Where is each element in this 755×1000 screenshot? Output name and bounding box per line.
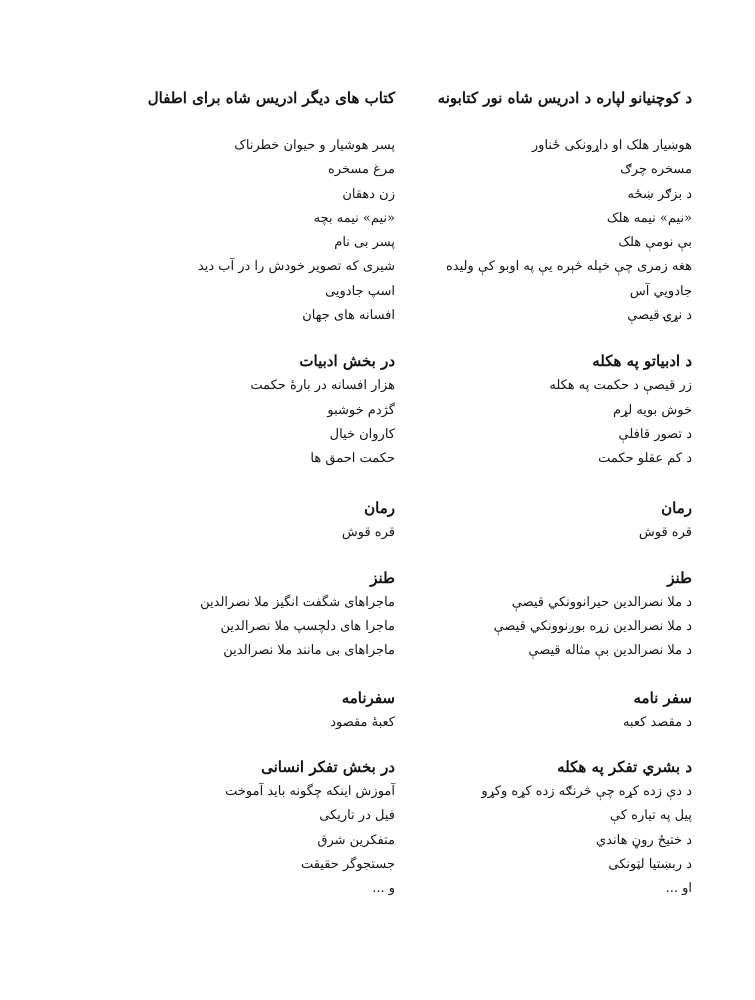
list-item: هغه زمرى چې خپله څېره يې په اوبو کې وليده — [445, 259, 692, 275]
section-heading: طنز — [667, 568, 692, 587]
list-item: و ... — [372, 881, 395, 897]
list-item: د بزګر ښځه — [627, 186, 692, 202]
list-item: د نړۍ قیصې — [627, 308, 692, 324]
list-item: گژدم خوشبو — [327, 402, 395, 418]
list-item: فیل در تاریکی — [319, 808, 395, 824]
list-item: هوښیار هلک او داړونکی ځناور — [531, 138, 692, 153]
section-heading: در بخش ادبیات — [299, 352, 395, 371]
list-item: متفکرین شرق — [317, 832, 395, 848]
list-item: «نیم» نیمه بچه — [313, 210, 395, 226]
list-item: حکمت احمق ها — [310, 451, 395, 467]
list-item: د دې زده کړه چې څرنګه زده کړه وکړو — [481, 784, 692, 800]
list-item: زن دهقان — [342, 186, 395, 202]
pashto-column — [362, 82, 692, 902]
list-item: جستجوگر حقیقت — [300, 856, 395, 872]
section-heading: سفر نامه — [633, 688, 692, 707]
list-item: ماجراهای بی مانند ملا نصرالدین — [223, 643, 395, 659]
pashto-novel-section — [362, 495, 692, 545]
section-heading: رمان — [661, 498, 692, 517]
dari-thought-section — [65, 754, 395, 901]
list-item: افسانه های جهان — [302, 308, 395, 324]
dari-column — [65, 82, 395, 902]
list-item: خوش بويه لړم — [613, 402, 692, 418]
section-heading: د ادبیاتو په هکله — [592, 352, 692, 371]
list-item: کاروان خیال — [329, 426, 395, 442]
dari-novel-section — [65, 495, 395, 545]
list-item: کعبهٔ مقصود — [330, 714, 395, 730]
pashto-literature-section — [362, 348, 692, 471]
list-item: بې نومې هلک — [618, 235, 692, 251]
pashto-column-title: د کوچنیانو لپاره د ادریس شاه نور کتابونه — [437, 89, 692, 107]
list-item: د تصور قافلې — [618, 426, 692, 442]
dari-satire-section — [65, 565, 395, 664]
pashto-children-books — [362, 134, 692, 328]
list-item: پسر هوشیار و حیوان خطرناک — [234, 138, 395, 153]
section-heading: سفرنامه — [341, 688, 395, 707]
list-item: پيل په تياره کې — [610, 808, 692, 824]
section-heading: رمان — [364, 498, 395, 517]
list-item: د ختيځ روڼ هاندي — [596, 832, 692, 848]
dari-literature-section — [65, 348, 395, 471]
list-item: د ملا نصرالدين بې مثاله قيصې — [528, 643, 692, 659]
list-item: د کم عقلو حکمت — [598, 451, 692, 467]
list-item: قره قوش — [638, 524, 692, 540]
list-item: د مقصد کعبه — [622, 714, 692, 730]
dari-column-title: کتاب های دیگر ادریس شاه برای اطفال — [147, 89, 395, 107]
list-item: ماجرا های دلچسپ ملا نصرالدین — [220, 619, 395, 635]
list-item: مسخره چرګ — [620, 162, 692, 178]
list-item: ماجراهای شگفت انگیز ملا نصرالدین — [200, 594, 395, 610]
list-item: هزار افسانه در بارهٔ حکمت — [250, 378, 395, 394]
dari-children-books — [65, 134, 395, 328]
list-item: پسر بی نام — [334, 235, 395, 251]
list-item: آموزش اینکه چگونه باید آموخت — [225, 784, 395, 800]
section-heading: طنز — [370, 568, 395, 587]
pashto-thought-section — [362, 754, 692, 901]
list-item: او ... — [665, 881, 692, 897]
list-item: اسپ جادویی — [325, 283, 395, 299]
list-item: شیری که تصویر خودش را در آب دید — [197, 259, 395, 275]
list-item: مرغ مسخره — [328, 162, 395, 178]
list-item: زر قیصې د حکمت په هکله — [549, 378, 692, 394]
pashto-satire-section — [362, 565, 692, 664]
list-item: جادويي آس — [629, 283, 692, 299]
list-item: د ربښتيا لټونکی — [608, 856, 692, 872]
list-item: د ملا نصرالدين زړه بوږنوونکي قيصې — [493, 619, 692, 635]
list-item: قره قوش — [341, 524, 395, 540]
list-item: «نیم» نیمه هلک — [606, 210, 692, 226]
pashto-travel-section — [362, 685, 692, 735]
list-item: د ملا نصرالدين حيرانوونکي قيصې — [511, 594, 692, 610]
section-heading: د بشري تفکر په هکله — [557, 758, 692, 777]
section-heading: در بخش تفکر انسانی — [261, 758, 395, 777]
dari-travel-section — [65, 685, 395, 735]
